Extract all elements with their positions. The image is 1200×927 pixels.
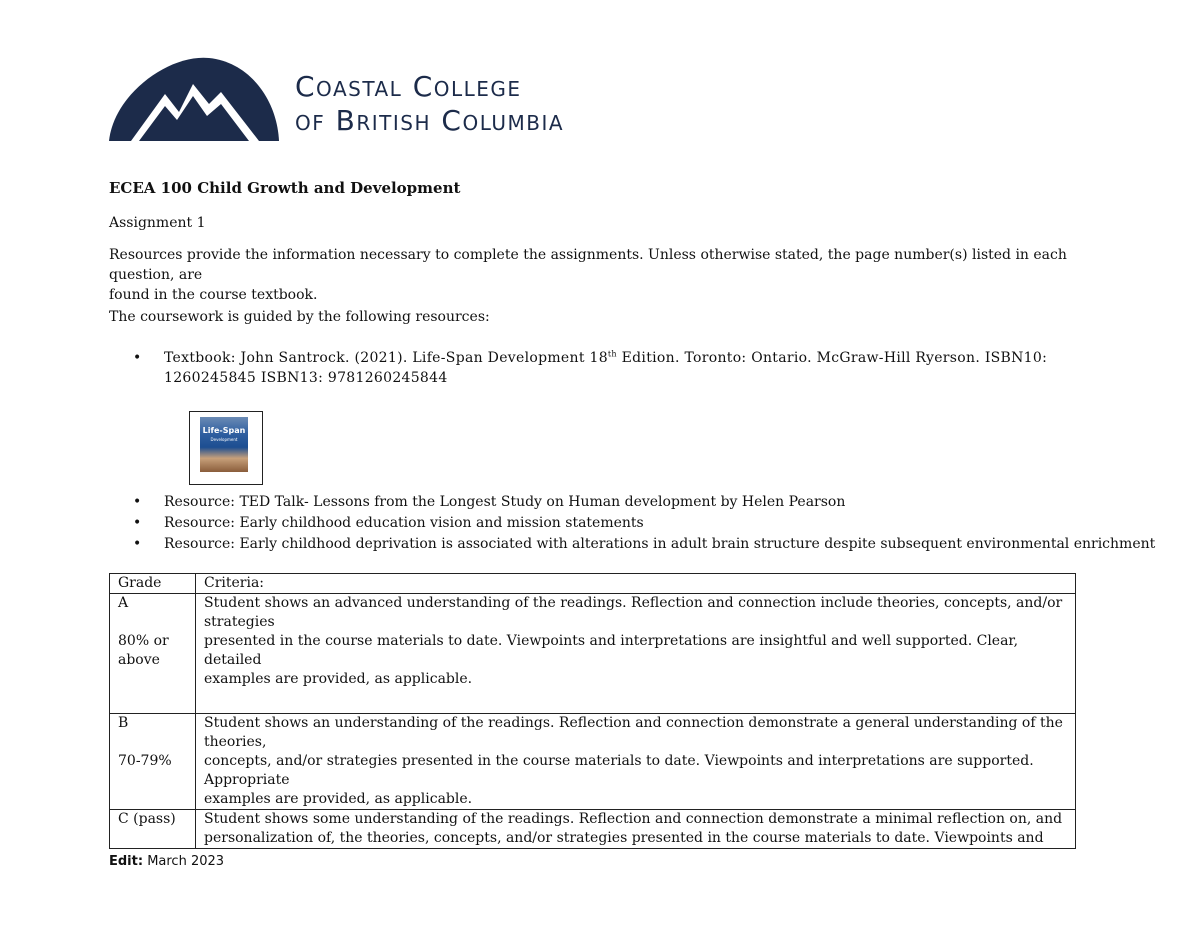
textbook-superscript: th xyxy=(607,349,617,359)
grade-range: above xyxy=(118,652,160,668)
criteria-cell xyxy=(196,594,1076,714)
grade-letter: A xyxy=(118,595,129,611)
grade-header: Grade xyxy=(110,574,196,594)
course-title: ECEA 100 Child Growth and Development xyxy=(109,179,461,197)
grade-cell xyxy=(110,810,196,849)
edit-label: Edit: xyxy=(109,854,144,869)
logo-line-2: of British Columbia xyxy=(295,104,565,137)
grade-range: 70-79% xyxy=(118,753,172,769)
bullet-icon: • xyxy=(133,350,142,366)
mountain-logo-icon xyxy=(109,54,284,144)
textbook-part1: Textbook: John Santrock. (2021). Life-Span Development 18 xyxy=(164,350,608,366)
criteria-line: personalization of, the theories, concepts, and/or strategies presented in the course materials to date. Viewpoints and xyxy=(204,830,1044,846)
guided-statement: The coursework is guided by the following resources: xyxy=(109,309,490,325)
textbook-citation xyxy=(164,348,1047,388)
edit-footer xyxy=(109,854,224,869)
criteria-line: Student shows an advanced understanding of the readings. Reflection and connection include theories, concepts, and/or strategies xyxy=(204,595,1063,630)
college-logo xyxy=(109,54,629,144)
intro-paragraph xyxy=(109,245,1094,305)
textbook-part2: Edition. Toronto: Ontario. McGraw-Hill Ryerson. ISBN10: xyxy=(616,350,1048,366)
table-row xyxy=(110,714,1076,810)
logo-line-1: Coastal College xyxy=(295,70,522,103)
resource-item-ted-talk: Resource: TED Talk- Lessons from the Longest Study on Human development by Helen Pearson xyxy=(164,494,846,510)
textbook-cover-image xyxy=(189,411,263,485)
assignment-label: Assignment 1 xyxy=(109,215,206,231)
table-row xyxy=(110,810,1076,849)
criteria-line: examples are provided, as applicable. xyxy=(204,791,473,807)
resource-item-deprivation-study: Resource: Early childhood deprivation is associated with alterations in adult brain structure despite subsequent environmental enrichment xyxy=(164,536,1156,552)
criteria-line: Student shows an understanding of the readings. Reflection and connection demonstrate a general understanding of the theories, xyxy=(204,715,1063,750)
intro-line-1: Resources provide the information necessary to complete the assignments. Unless otherwise stated, the page number(s) listed in each question, are xyxy=(109,247,1067,283)
grading-rubric-table xyxy=(109,573,1076,849)
criteria-line: concepts, and/or strategies presented in the course materials to date. Viewpoints and interpretations are supported. Appropriate xyxy=(204,753,1034,788)
grade-cell xyxy=(110,594,196,714)
criteria-cell xyxy=(196,810,1076,849)
criteria-header: Criteria: xyxy=(196,574,1076,594)
resource-item-vision-statements: Resource: Early childhood education vision and mission statements xyxy=(164,515,644,531)
cover-title: Life-Span xyxy=(202,426,246,435)
criteria-line: presented in the course materials to date. Viewpoints and interpretations are insightful and well supported. Clear, detailed xyxy=(204,633,1019,668)
textbook-isbn: 1260245845 ISBN13: 9781260245844 xyxy=(164,370,448,386)
bullet-icon: • xyxy=(133,494,142,510)
table-header-row xyxy=(110,574,1076,594)
edit-date: March 2023 xyxy=(143,854,225,869)
bullet-icon: • xyxy=(133,536,142,552)
criteria-line: examples are provided, as applicable. xyxy=(204,671,473,687)
cover-subtitle: Development xyxy=(210,437,238,442)
grade-cell xyxy=(110,714,196,810)
bullet-icon: • xyxy=(133,515,142,531)
grade-letter: C (pass) xyxy=(118,811,176,827)
intro-line-2: found in the course textbook. xyxy=(109,287,318,303)
grade-letter: B xyxy=(118,715,129,731)
criteria-cell xyxy=(196,714,1076,810)
cover-artwork xyxy=(200,417,248,472)
criteria-line: Student shows some understanding of the readings. Reflection and connection demonstrate a minimal reflection on, and xyxy=(204,811,1063,827)
table-row xyxy=(110,594,1076,714)
grade-range: 80% or xyxy=(118,633,169,649)
